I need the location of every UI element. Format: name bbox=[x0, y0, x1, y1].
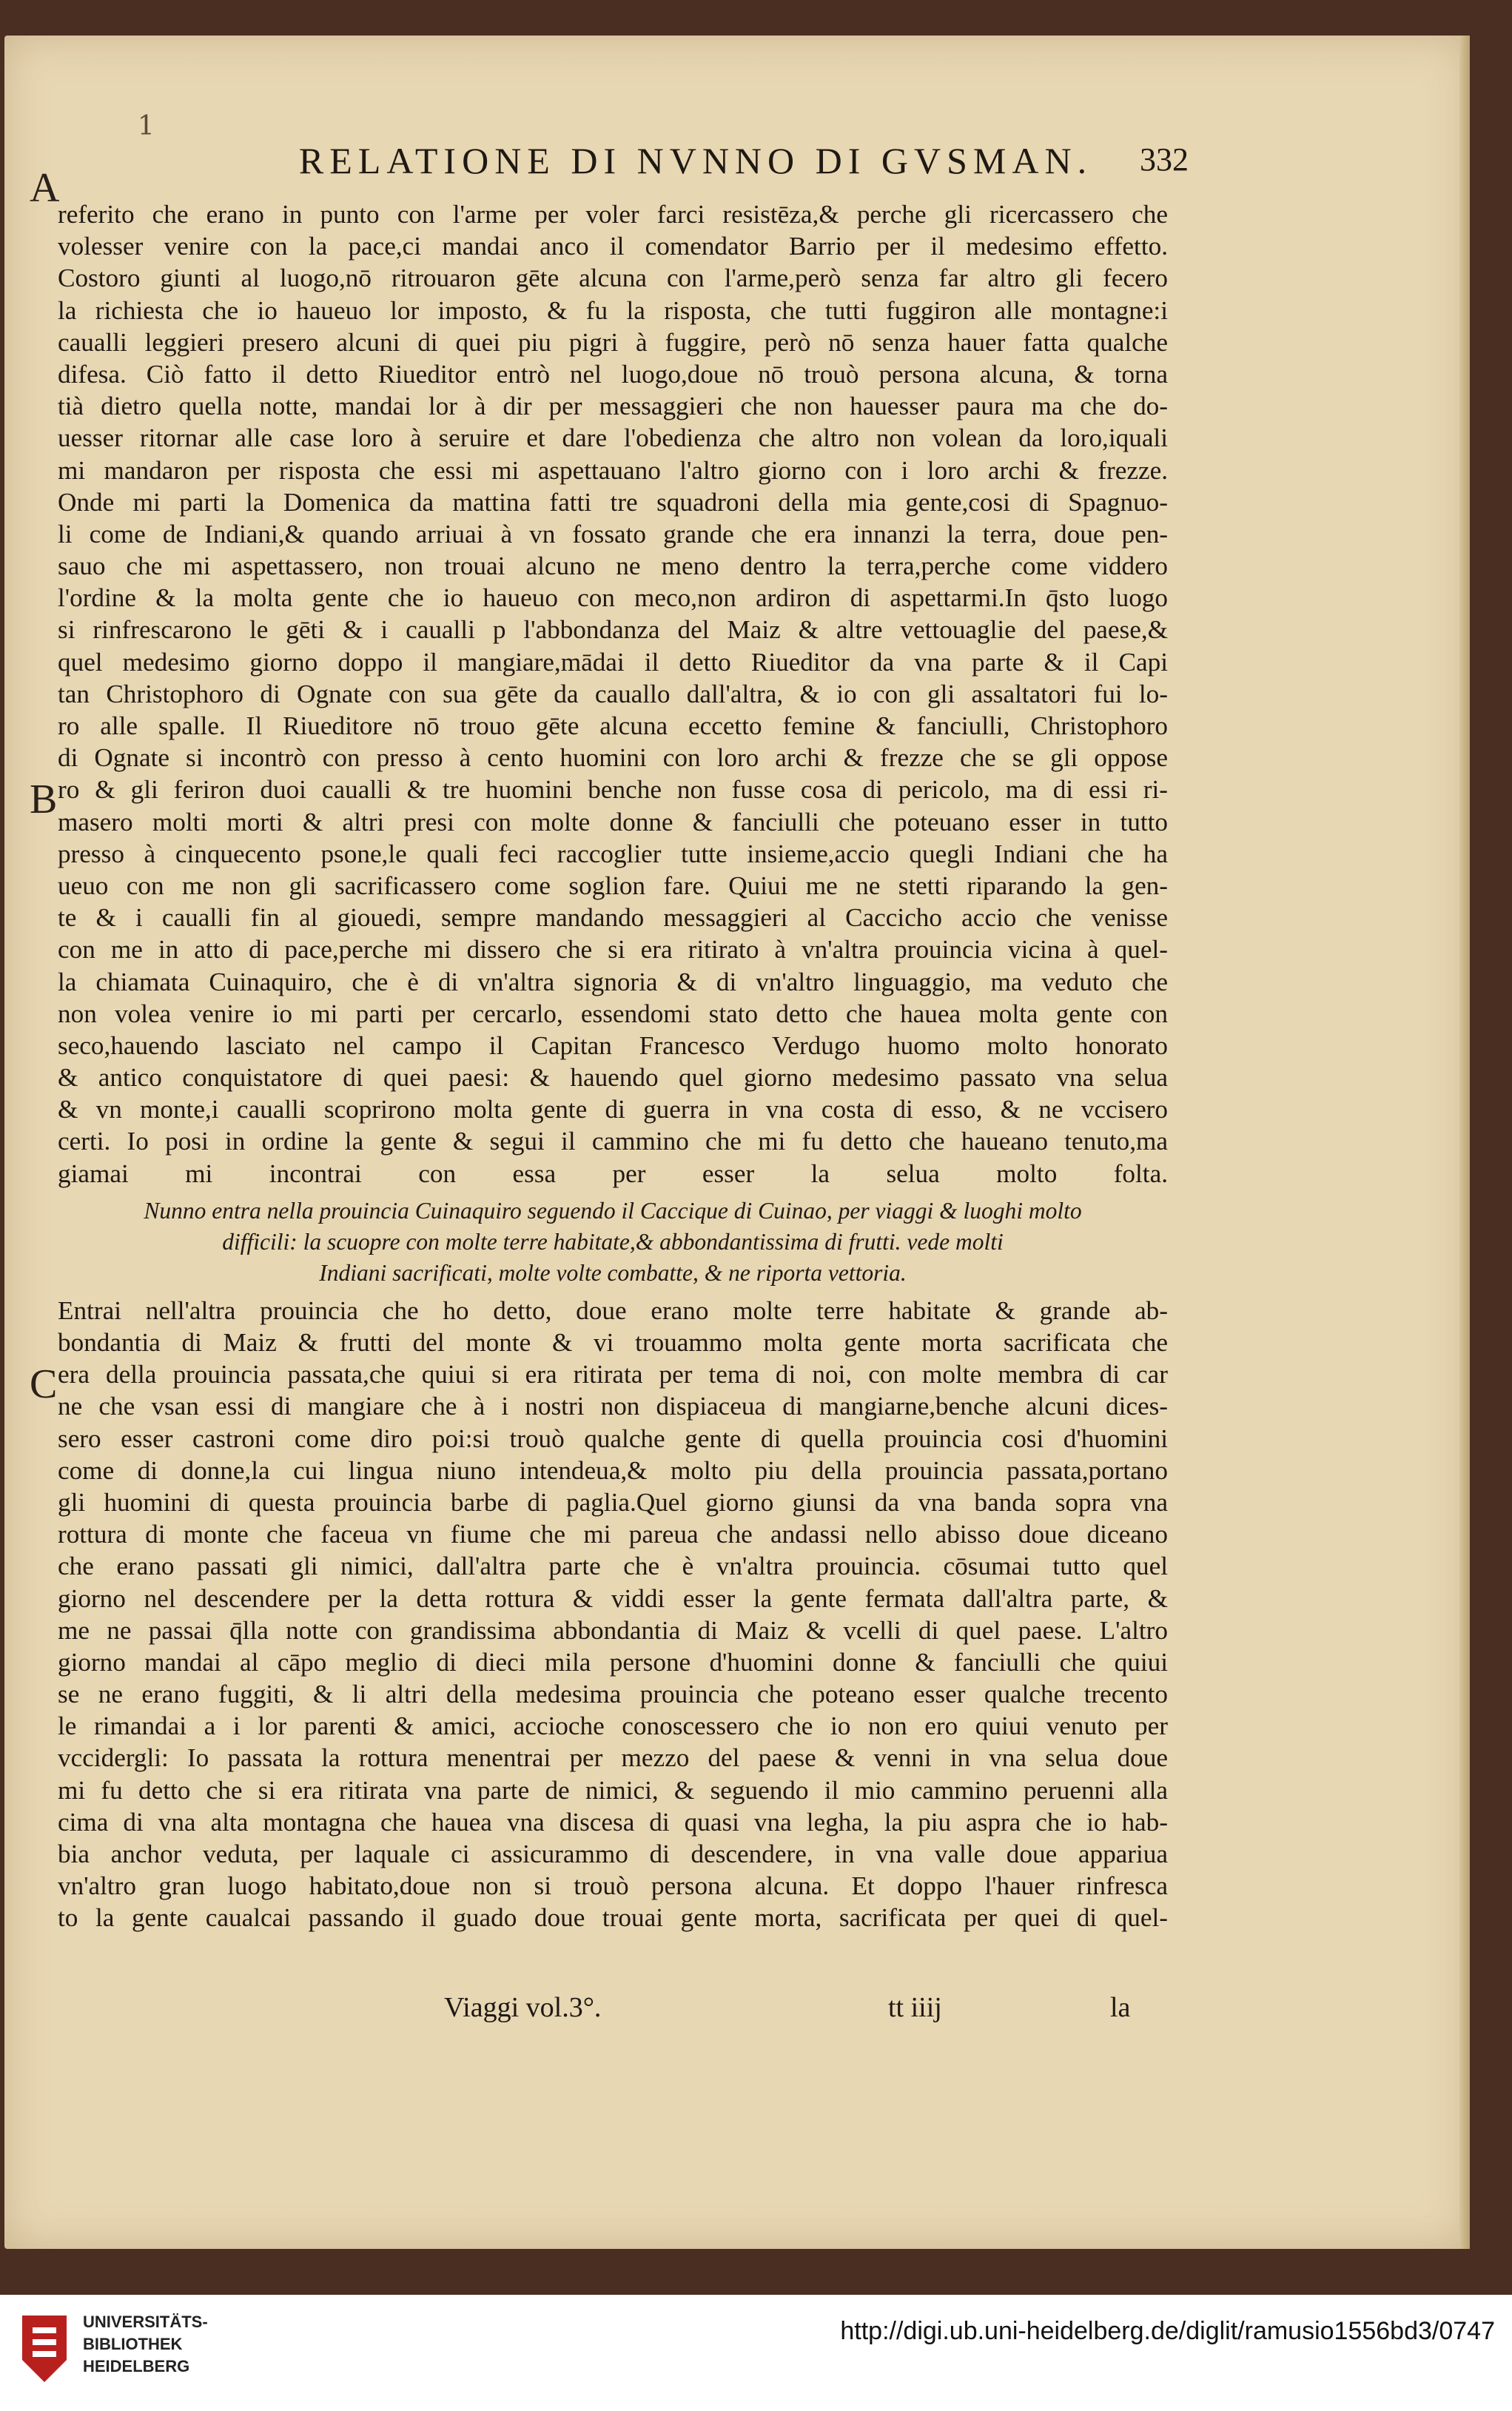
institution-name-line: UNIVERSITÄTS- bbox=[83, 2313, 208, 2331]
text-line: di Ognate si incontrò con presso à cento huomini con loro archi & frezze che se gli oppose bbox=[58, 743, 1168, 773]
chapter-summary bbox=[58, 1196, 1168, 1289]
text-line: la chiamata Cuinaquiro, che è di vn'altra signoria & di vn'altro linguaggio, ma veduto che bbox=[58, 967, 1168, 996]
margin-letter-c: C bbox=[30, 1361, 58, 1407]
body-text bbox=[58, 198, 1168, 1934]
text-line: quel medesimo giorno doppo il mangiare,mādai il detto Riueditor da vna parte & il Capi bbox=[58, 647, 1168, 677]
text-line: cima di vna alta montagna che hauea vna discesa di quasi vna legha, la piu aspra che io hab- bbox=[58, 1807, 1168, 1837]
text-line: come di donne,la cui lingua niuno intendeua,& molto piu della prouincia passata,portano bbox=[58, 1455, 1168, 1485]
text-line: giorno mandai al cāpo meglio di dieci mila persone d'huomini donne & fanciulli che quiui bbox=[58, 1647, 1168, 1677]
running-head: RELATIONE DI NVNNO DI GVSMAN. bbox=[298, 140, 1093, 181]
text-line: referito che erano in punto con l'arme per voler farci resistēza,& perche gli ricercassero che bbox=[58, 200, 1168, 229]
text-line: Nunno entra nella prouincia Cuinaquiro seguendo il Caccique di Cuinao, per viaggi & luoghi molto bbox=[144, 1197, 1082, 1224]
text-line: Costoro giunti al luogo,nō ritrouaron gēte alcuna con l'arme,però senza far altro gli fecero bbox=[58, 264, 1168, 293]
text-line: masero molti morti & altri presi con molte donne & fanciulli che poteuano esser in tutto bbox=[58, 807, 1168, 836]
margin-letter-a: A bbox=[30, 165, 60, 211]
text-line: non volea venire io mi parti per cercarlo, essendomi stato detto che hauea molta gente con bbox=[58, 999, 1168, 1028]
text-line: li come de Indiani,& quando arriuai à vn fossato grande che era innanzi la terra, doue pen- bbox=[58, 519, 1168, 549]
page-footer bbox=[444, 1991, 1184, 2028]
text-line: te & i caualli fin al giouedi, sempre mandando messaggieri al Caccicho accio che venisse bbox=[58, 903, 1168, 933]
margin-letter-b: B bbox=[30, 777, 58, 822]
text-line: ne che vsan essi di mangiare che à i nostri non dispiaceua di mangiarne,benche alcuni dices- bbox=[58, 1392, 1168, 1421]
source-url[interactable]: http://digi.ub.uni-heidelberg.de/diglit/ramusio1556bd3/0747 bbox=[840, 2317, 1495, 2345]
text-line: con me in atto di pace,perche mi dissero che si era ritirato à vn'altra prouincia vicina à quel- bbox=[58, 935, 1168, 965]
text-line: sero esser castroni come diro poi:si trouò qualche gente di quella prouincia cosi d'huomini bbox=[58, 1424, 1168, 1453]
text-line: bondantia di Maiz & frutti del monte & vi trouammo molta gente morta sacrificata che bbox=[58, 1328, 1168, 1357]
text-line: certi. Io posi in ordine la gente & segui il cammino che mi fu detto che haueano tenuto,ma bbox=[58, 1127, 1168, 1156]
text-line: la richiesta che io haueuo lor imposto, & fu la risposta, che tutti fuggiron alle montagne:i bbox=[58, 295, 1168, 325]
text-line: uesser ritornar alle case loro à seruire et dare l'obedienza che altro non volean da loro,iquali bbox=[58, 423, 1168, 453]
text-line: presso à cinquecento psone,le quali feci raccoglier tutte insieme,accio quegli Indiani che ha bbox=[58, 839, 1168, 868]
text-line: Entrai nell'altra prouincia che ho detto, doue erano molte terre habitate & grande ab- bbox=[58, 1295, 1168, 1325]
text-line: tan Christophoro di Ognate con sua gēte da cauallo dall'altra, & io con gli assaltatori fui lo- bbox=[58, 679, 1168, 708]
text-line: & antico conquistatore di quei paesi: & hauendo quel giorno medesimo passato vna selua bbox=[58, 1063, 1168, 1093]
text-line: difficili: la scuopre con molte terre habitate,& abbondantissima di frutti. vede molti bbox=[222, 1228, 1004, 1255]
text-line: le rimandai a i lor parenti & amici, accioche conoscessero che io non ero quiui venuto per bbox=[58, 1711, 1168, 1741]
volume-label: Viaggi vol.3°. bbox=[444, 1992, 602, 2023]
text-line: ro & gli feriron duoi caualli & tre huomini benche non fusse cosa di pericolo, ma di essi ri- bbox=[58, 775, 1168, 805]
page-number: 332 bbox=[1140, 141, 1189, 178]
signature-mark: tt iiij bbox=[888, 1992, 942, 2023]
handwritten-mark: 1 bbox=[138, 111, 155, 141]
text-line: vn'altro gran luogo habitato,doue non si trouò persona alcuna. Et doppo l'hauer rinfresca bbox=[58, 1871, 1168, 1901]
institution-name-line: HEIDELBERG bbox=[83, 2357, 190, 2375]
text-line: giorno nel descendere per la detta rottura & viddi esser la gente fermata dall'altra parte, & bbox=[58, 1583, 1168, 1613]
text-line: vccidergli: Io passata la rottura menentrai per mezzo del paese & venni in vna selua doue bbox=[58, 1743, 1168, 1773]
paragraph-2 bbox=[58, 1295, 1168, 1934]
text-line: tià dietro quella notte, mandai lor à dir per messaggieri che non hauesser paura ma che do- bbox=[58, 392, 1168, 421]
paragraph-1 bbox=[58, 198, 1168, 1190]
viewer-footer bbox=[0, 2295, 1512, 2411]
text-line: & vn monte,i caualli scoprirono molta gente di guerra in vna costa di esso, & ne vccisero bbox=[58, 1095, 1168, 1124]
text-line: l'ordine & la molta gente che io haueuo con meco,non ardiron di aspettarmi.In q̄sto luogo bbox=[58, 583, 1168, 613]
catchword: la bbox=[1110, 1992, 1131, 2023]
text-line: volesser venire con la pace,ci mandai anco il comendator Barrio per il medesimo effetto. bbox=[58, 232, 1168, 261]
page-edge bbox=[1459, 36, 1470, 2249]
text-line: to la gente caualcai passando il guado doue trouai gente morta, sacrificata per quei di quel- bbox=[58, 1903, 1168, 1933]
text-line: si rinfrescarono le gēti & i caualli p l'abbondanza del Maiz & altre vettouaglie del paese,& bbox=[58, 615, 1168, 645]
text-line: caualli leggieri presero alcuni di quei piu pigri à fuggire, però nō senza hauer fatta qualche bbox=[58, 327, 1168, 357]
text-line: me ne passai q̄lla notte con grandissima abbondantia di Maiz & vcelli di quel paese. L'altro bbox=[58, 1615, 1168, 1645]
text-line: gli huomini di questa prouincia barbe di paglia.Quel giorno giunsi da vna banda sopra vna bbox=[58, 1487, 1168, 1517]
text-line: ueuo con me non gli sacrificassero come soglion fare. Quiui me ne stetti riparando la gen- bbox=[58, 871, 1168, 900]
text-line: era della prouincia passata,che quiui si era ritirata per tema di noi, con molte membra di car bbox=[58, 1360, 1168, 1389]
text-line: mi fu detto che si era ritirata vna parte de nimici, & seguendo il mio cammino peruenni alla bbox=[58, 1775, 1168, 1805]
text-line: mi mandaron per risposta che essi mi aspettauano l'altro giorno con i loro archi & frezze. bbox=[58, 455, 1168, 485]
text-line: ro alle spalle. Il Riueditore nō trouo gēte alcuna eccetto femine & fanciulli, Christophoro bbox=[58, 711, 1168, 740]
text-line: bia anchor veduta, per laquale ci assicurammo di descendere, in vna valle doue appariua bbox=[58, 1840, 1168, 1868]
text-line: Onde mi parti la Domenica da mattina fatti tre squadroni della mia gente,cosi di Spagnuo- bbox=[58, 487, 1168, 517]
text-line: rottura di monte che faceua vn fiume che mi pareua che andassi nello abisso doue diceano bbox=[58, 1520, 1168, 1549]
text-line: se ne erano fuggiti, & li altri della medesima prouincia che poteano esser qualche trecento bbox=[58, 1680, 1168, 1709]
text-line: difesa. Ciò fatto il detto Riueditor entrò nel luogo,doue nō trouò persona alcuna, & torna bbox=[58, 359, 1168, 389]
text-line: seco,hauendo lasciato nel campo il Capitan Francesco Verdugo huomo molto honorato bbox=[58, 1030, 1168, 1060]
text-line: giamai mi incontrai con essa per esser la selua molto folta. bbox=[58, 1158, 1168, 1188]
university-library-logo-icon bbox=[15, 2308, 74, 2390]
institution-name bbox=[83, 2311, 208, 2378]
text-line: sauo che mi aspettassero, non trouai alcuno ne meno dentro la terra,perche come viddero bbox=[58, 551, 1168, 581]
institution-name-line: BIBLIOTHEK bbox=[83, 2335, 183, 2353]
text-line: Indiani sacrificati, molte volte combatte, & ne riporta vettoria. bbox=[319, 1259, 907, 1286]
text-line: che erano passati gli nimici, dall'altra parte che è vn'altra prouincia. cōsumai tutto quel bbox=[58, 1552, 1168, 1581]
